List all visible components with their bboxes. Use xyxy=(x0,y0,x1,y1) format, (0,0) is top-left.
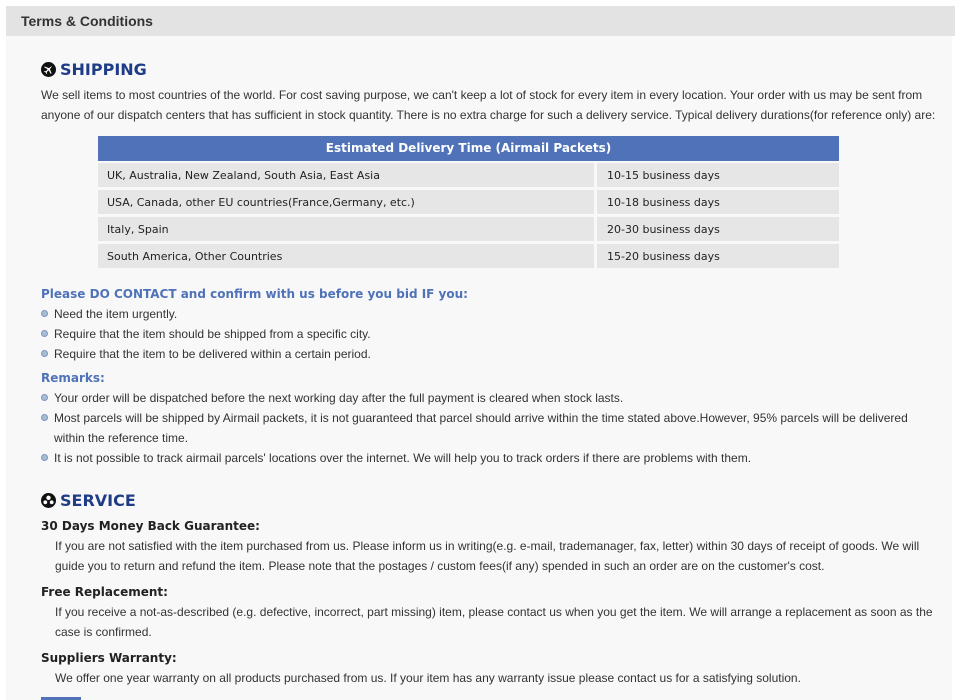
list-item-text: Need the item urgently. xyxy=(54,307,178,321)
time-cell: 10-18 business days xyxy=(607,196,720,209)
service-title-text: SERVICE xyxy=(60,491,136,510)
region-cell: Italy, Spain xyxy=(107,223,169,236)
region-cell: USA, Canada, other EU countries(France,Germany, etc.) xyxy=(107,196,415,209)
contact-heading: Please DO CONTACT and confirm with us before you bid IF you: xyxy=(41,287,468,301)
table-row xyxy=(98,190,839,214)
time-cell: 15-20 business days xyxy=(607,250,720,263)
bullet-icon xyxy=(41,310,48,317)
warranty-text: We offer one year warranty on all products purchased from us. If your item has any warranty issue please contact us for a satisfying solution. xyxy=(55,671,801,685)
list-item-text: Your order will be dispatched before the next working day after the full payment is cleared when stock lasts. xyxy=(54,391,624,405)
bullet-icon xyxy=(41,414,48,421)
list-item-text: Require that the item to be delivered within a certain period. xyxy=(54,347,371,361)
airplane-icon xyxy=(41,62,56,77)
list-item-text: It is not possible to track airmail parcels' locations over the internet. We will help you to track orders if there are problems with them. xyxy=(54,451,752,465)
bullet-icon xyxy=(41,350,48,357)
guarantee-text: If you are not satisfied with the item purchased from us. Please inform us in writing(e.g. e-mail, trademanager, fax, letter) within 30 days of receipt of goods. We will guide you to return and refund the item. Please note that the postages / custom fees(if any) spended in such an order are on the customer's cost. xyxy=(55,539,920,573)
shipping-title xyxy=(41,60,147,79)
service-title xyxy=(41,491,136,510)
list-item-text: Require that the item should be shipped from a specific city. xyxy=(54,327,371,341)
next-heading-cutoff xyxy=(41,692,81,700)
terms-title: Terms & Conditions xyxy=(21,13,153,29)
replacement-heading: Free Replacement: xyxy=(41,585,168,599)
table-row xyxy=(98,163,839,187)
time-cell: 10-15 business days xyxy=(607,169,720,182)
shipping-title-text: SHIPPING xyxy=(60,60,147,79)
support-icon xyxy=(41,493,56,508)
table-row xyxy=(98,217,839,241)
shipping-intro: We sell items to most countries of the world. For cost saving purpose, we can't keep a lot of stock for every item in every location. Your order with us may be sent from anyone of our dispatch centers that has sufficient in stock quantity. There is no extra charge for such a delivery service. Typical delivery durations(for reference only) are: xyxy=(41,88,936,122)
bullet-icon xyxy=(41,394,48,401)
bullet-icon xyxy=(41,330,48,337)
region-cell: South America, Other Countries xyxy=(107,250,283,263)
time-cell: 20-30 business days xyxy=(607,223,720,236)
table-row xyxy=(98,244,839,268)
guarantee-heading: 30 Days Money Back Guarantee: xyxy=(41,519,260,533)
delivery-table-heading: Estimated Delivery Time (Airmail Packets) xyxy=(98,136,839,161)
bullet-icon xyxy=(41,454,48,461)
list-item-text: Most parcels will be shipped by Airmail packets, it is not guaranteed that parcel should arrive within the time stated above.However, 95% parcels will be delivered within the reference time. xyxy=(54,411,908,445)
warranty-heading: Suppliers Warranty: xyxy=(41,651,177,665)
region-cell: UK, Australia, New Zealand, South Asia, East Asia xyxy=(107,169,380,182)
terms-header xyxy=(6,6,955,36)
replacement-text: If you receive a not-as-described (e.g. defective, incorrect, part missing) item, please contact us when you get the item. We will arrange a replacement as soon as the case is confirmed. xyxy=(55,605,933,639)
remarks-heading: Remarks: xyxy=(41,371,105,385)
